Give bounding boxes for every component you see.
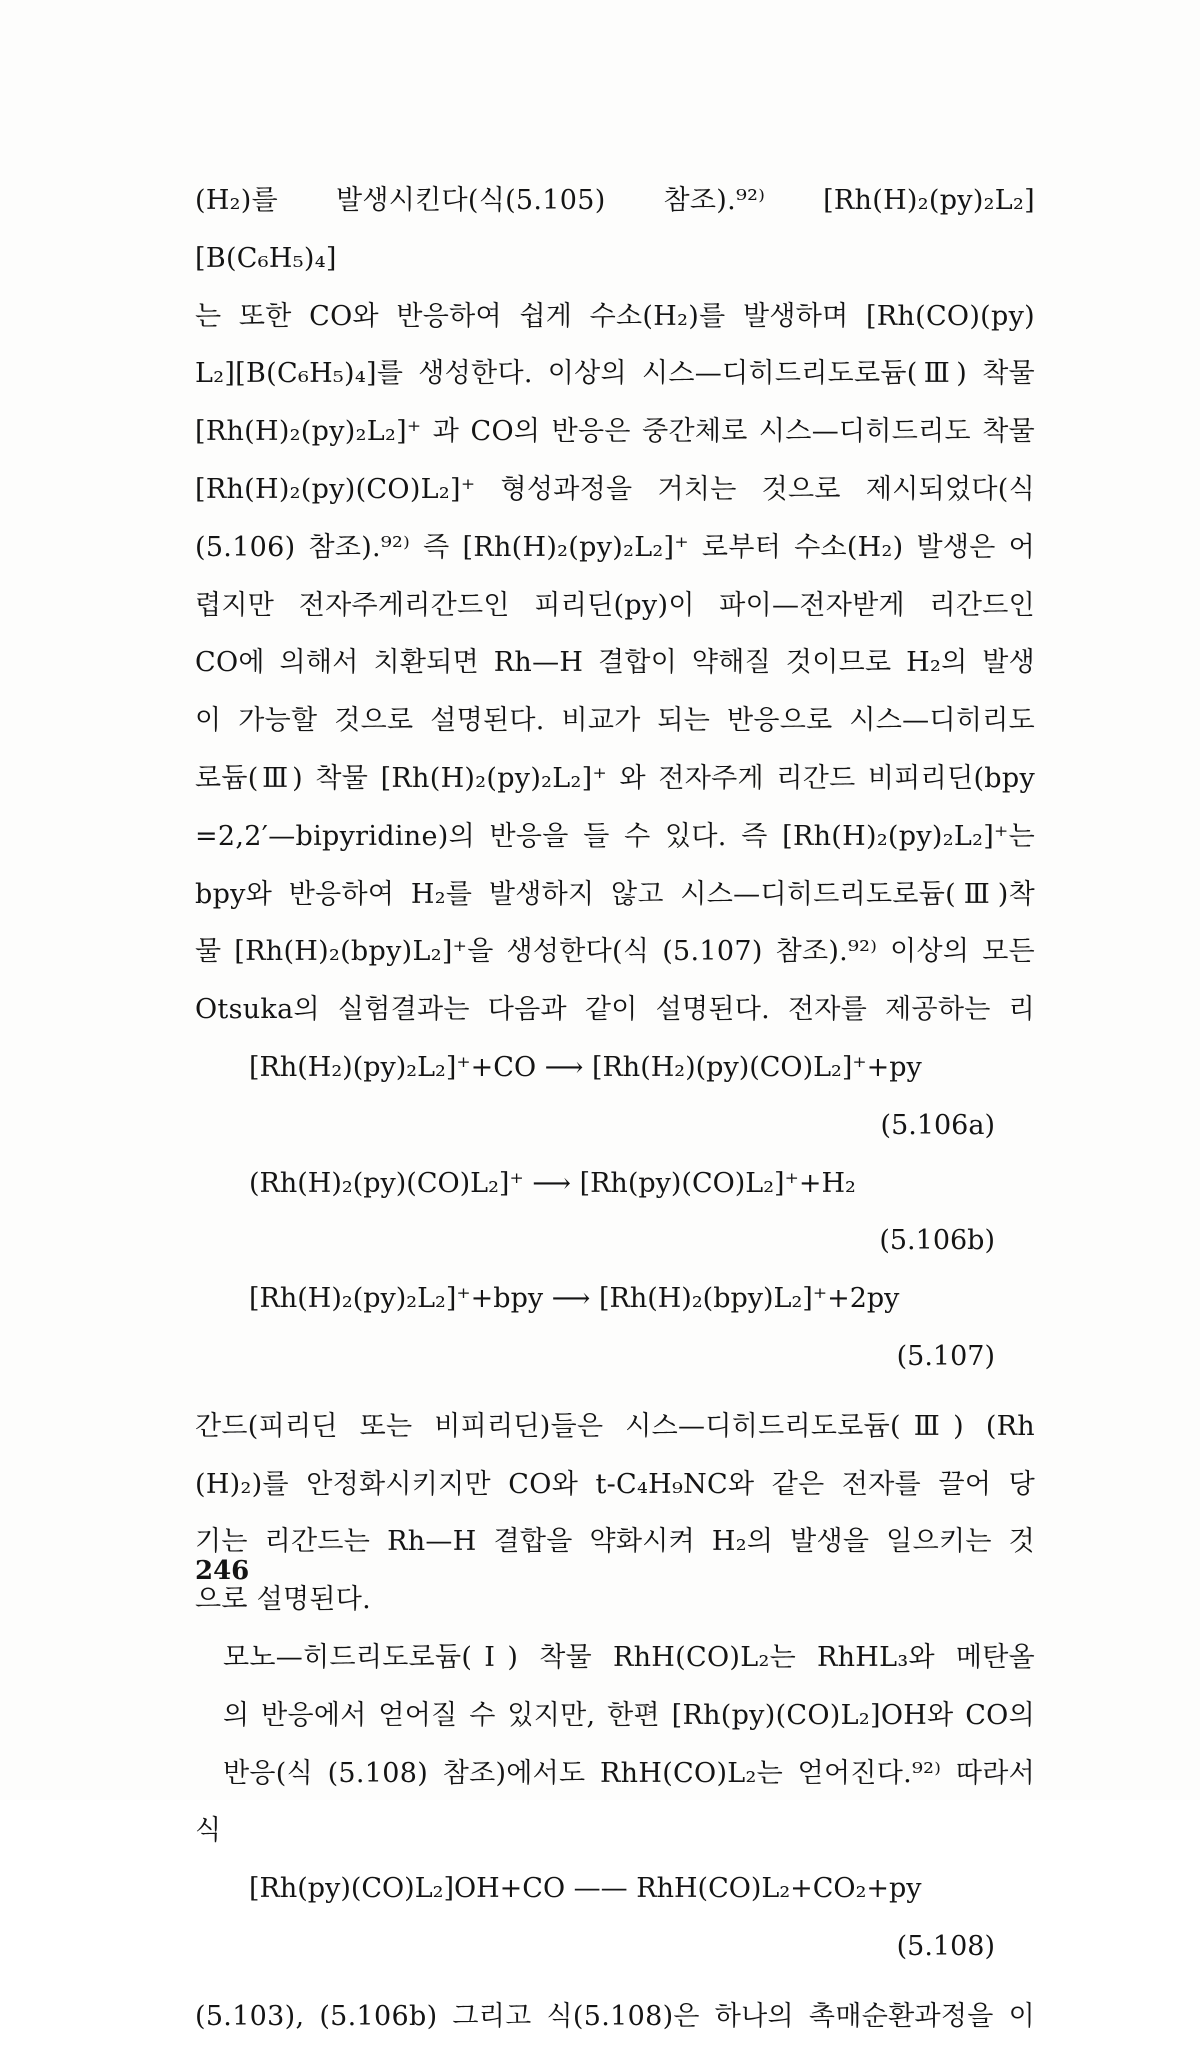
equation-group-2 [195, 1860, 1035, 1976]
text-line: CO에 의해서 치환되면 Rh—H 결합이 약해질 것이므로 H₂의 발생 [195, 647, 1035, 679]
equation-number: (5.106a) [880, 1109, 995, 1141]
text-line: 반응(식 (5.108) 참조)에서도 RhH(CO)L₂는 얻어진다.⁹²⁾ 따라서 식 [195, 1757, 1035, 1847]
text-line: bpy와 반응하여 H₂를 발생하지 않고 시스—디히드리도로듐(Ⅲ)착 [195, 878, 1035, 910]
text-line: (5.103), (5.106b) 그리고 식(5.108)은 하나의 촉매순환과정을 이 [195, 2000, 1035, 2032]
text-line: 는 또한 CO와 반응하여 쉽게 수소(H₂)를 발생하며 [Rh(CO)(py) [195, 300, 1035, 332]
text-line: =2,2′—bipyridine)의 반응을 들 수 있다. 즉 [Rh(H)₂(py)₂L₂]⁺는 [195, 820, 1035, 852]
text-line: 로듐(Ⅲ) 착물 [Rh(H)₂(py)₂L₂]⁺ 와 전자주게 리간드 비피리딘(bpy [195, 762, 1035, 794]
equation-number: (5.108) [896, 1930, 995, 1962]
equation-group-1 [195, 1039, 1035, 1386]
equation-number: (5.107) [896, 1340, 995, 1372]
spacer [195, 1386, 1035, 1398]
equation-5-108: [Rh(py)(CO)L₂]OH+CO —— RhH(CO)L₂+CO₂+py [249, 1873, 922, 1905]
page-number: 246 [195, 1556, 250, 1586]
body-text [195, 172, 1035, 2046]
text-line: 모노—히드리도로듐(Ⅰ) 착물 RhH(CO)L₂는 RhHL₃와 메탄올 [223, 1641, 1035, 1673]
paragraph-1 [195, 172, 1035, 1039]
text-line: [Rh(H)₂(py)₂L₂]⁺ 과 CO의 반응은 중간체로 시스—디히드리도 착물 [195, 416, 1035, 448]
paragraph-4 [195, 1988, 1035, 2046]
text-line: 으로 설명된다. [195, 1584, 372, 1616]
text-line: 의 반응에서 얻어질 수 있지만, 한편 [Rh(py)(CO)L₂]OH와 CO의 [223, 1699, 1035, 1731]
spacer [195, 1976, 1035, 1988]
equation-5-106b: (Rh(H)₂(py)(CO)L₂]⁺ ⟶ [Rh(py)(CO)L₂]⁺+H₂ [249, 1167, 856, 1199]
text-line: 렵지만 전자주게리간드인 피리딘(py)이 파이—전자받게 리간드인 [195, 589, 1035, 621]
text-line: (H₂)를 발생시킨다(식(5.105) 참조).⁹²⁾ [Rh(H)₂(py)₂L₂] [B(C₆H₅)₄] [195, 185, 1035, 274]
text-line: 이 가능할 것으로 설명된다. 비교가 되는 반응으로 시스—디히리도 [195, 705, 1035, 737]
equation-5-107: [Rh(H)₂(py)₂L₂]⁺+bpy ⟶ [Rh(H)₂(bpy)L₂]⁺+2py [249, 1283, 900, 1315]
equation-number: (5.106b) [879, 1225, 995, 1257]
text-line: [Rh(H)₂(py)(CO)L₂]⁺ 형성과정을 거치는 것으로 제시되었다(식 [195, 473, 1035, 505]
paragraph-3 [195, 1629, 1035, 1860]
text-line: 물 [Rh(H)₂(bpy)L₂]⁺을 생성한다(식 (5.107) 참조).⁹²⁾ 이상의 모든 [195, 936, 1035, 968]
text-line: 간드(피리딘 또는 비피리딘)들은 시스—디히드리도로듐(Ⅲ) (Rh [195, 1410, 1035, 1442]
text-line: 기는 리간드는 Rh—H 결합을 약화시켜 H₂의 발생을 일으키는 것 [195, 1526, 1035, 1558]
paragraph-2 [195, 1398, 1035, 1629]
text-line: (H)₂)를 안정화시키지만 CO와 t-C₄H₉NC와 같은 전자를 끌어 당 [195, 1468, 1035, 1500]
text-line: (5.106) 참조).⁹²⁾ 즉 [Rh(H)₂(py)₂L₂]⁺ 로부터 수소(H₂) 발생은 어 [195, 531, 1035, 563]
text-line: Otsuka의 실험결과는 다음과 같이 설명된다. 전자를 제공하는 리 [195, 994, 1035, 1026]
text-line: L₂][B(C₆H₅)₄]를 생성한다. 이상의 시스—디히드리도로듐(Ⅲ) 착물 [195, 358, 1035, 390]
equation-5-106a: [Rh(H₂)(py)₂L₂]⁺+CO ⟶ [Rh(H₂)(py)(CO)L₂]⁺+py [249, 1051, 922, 1083]
